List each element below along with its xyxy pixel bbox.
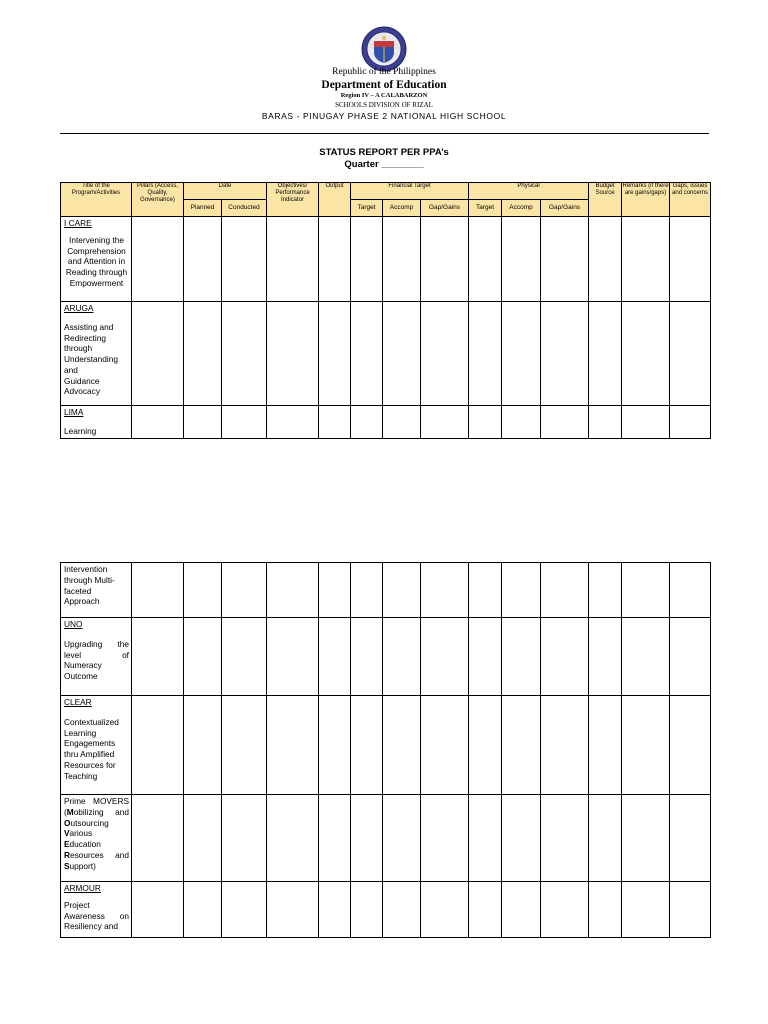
program-cell (61, 406, 132, 439)
status-report-table (60, 182, 711, 439)
col-financial-header: Financial Target (351, 183, 469, 200)
col-fin-accomp-header: Accomp (383, 200, 421, 217)
report-quarter: Quarter ________ (344, 159, 424, 170)
table-row (61, 882, 711, 938)
program-cell (61, 795, 132, 882)
col-conducted-header: Conducted (222, 200, 267, 217)
program-name: CLEAR (64, 697, 92, 707)
col-phy-target-header: Target (469, 200, 502, 217)
table-row (61, 696, 711, 795)
program-cell (61, 882, 132, 938)
program-description: (Mobilizing and Outsourcing Various Education Resources and Support) (64, 806, 129, 871)
program-description: Assisting and Redirecting through Understanding and Guidance Advocacy (64, 321, 118, 397)
col-budget-header: Budget Source (589, 183, 622, 217)
program-description: Learning (64, 425, 97, 436)
col-physical-header: Physical (469, 183, 589, 200)
division-line: SCHOOLS DIVISION OF RIZAL (335, 101, 433, 109)
program-cell (61, 618, 132, 696)
col-planned-header: Planned (184, 200, 222, 217)
program-name: UNO (64, 619, 83, 629)
col-phy-accomp-header: Accomp (502, 200, 541, 217)
program-name: ARUGA (64, 303, 94, 313)
program-description: Project Awareness on Resiliency and (64, 899, 129, 932)
table-row (61, 302, 711, 406)
program-name: LIMA (64, 407, 84, 417)
program-cell (61, 217, 132, 302)
republic-line: Republic of the Philippines (332, 67, 436, 77)
col-output-header: Output (319, 183, 351, 217)
col-pillars-header: Pillars (Access, Quality, Governance) (132, 183, 184, 217)
deped-seal-logo (361, 26, 407, 72)
header-divider (60, 133, 709, 134)
col-date-header: Date (184, 183, 267, 200)
col-title-header: Title of the Program/Activities (61, 183, 132, 217)
school-name: BARAS - PINUGAY PHASE 2 NATIONAL HIGH SCHOOL (261, 111, 507, 121)
col-fin-target-header: Target (351, 200, 383, 217)
table-row (61, 406, 711, 439)
col-phy-gap-header: Gap/Gains (541, 200, 589, 217)
program-name: I CARE (64, 218, 92, 228)
report-title: STATUS REPORT PER PPA’s (319, 147, 449, 158)
program-name: Prime MOVERS (64, 796, 129, 806)
program-cell (61, 696, 132, 795)
col-fin-gap-header: Gap/Gains (421, 200, 469, 217)
program-description: Contextualized Learning Engagements thru Amplified Resources for Teaching (64, 716, 119, 781)
program-description: Upgrading the level of Numeracy Outcome (64, 638, 129, 682)
status-report-table-continued (60, 562, 711, 938)
col-objectives-header: Objectives/ Performance Indicator (267, 183, 319, 217)
program-description: Intervening the Comprehension and Attention in Reading through Empowerment (65, 234, 128, 288)
program-description: Intervention through Multi-faceted Approach (64, 564, 115, 607)
program-cell (61, 563, 132, 618)
table-row (61, 217, 711, 302)
department-name: Department of Education (321, 79, 447, 91)
col-remarks-header: Remarks (if there are gains/gaps) (622, 183, 670, 217)
col-gaps-header: Gaps, issues and concerns (670, 183, 711, 217)
program-name: ARMOUR (64, 883, 101, 893)
region-line: Region IV – A CALABARZON (340, 92, 428, 99)
program-cell (61, 302, 132, 406)
table-row (61, 618, 711, 696)
table-row (61, 795, 711, 882)
table-row (61, 563, 711, 618)
